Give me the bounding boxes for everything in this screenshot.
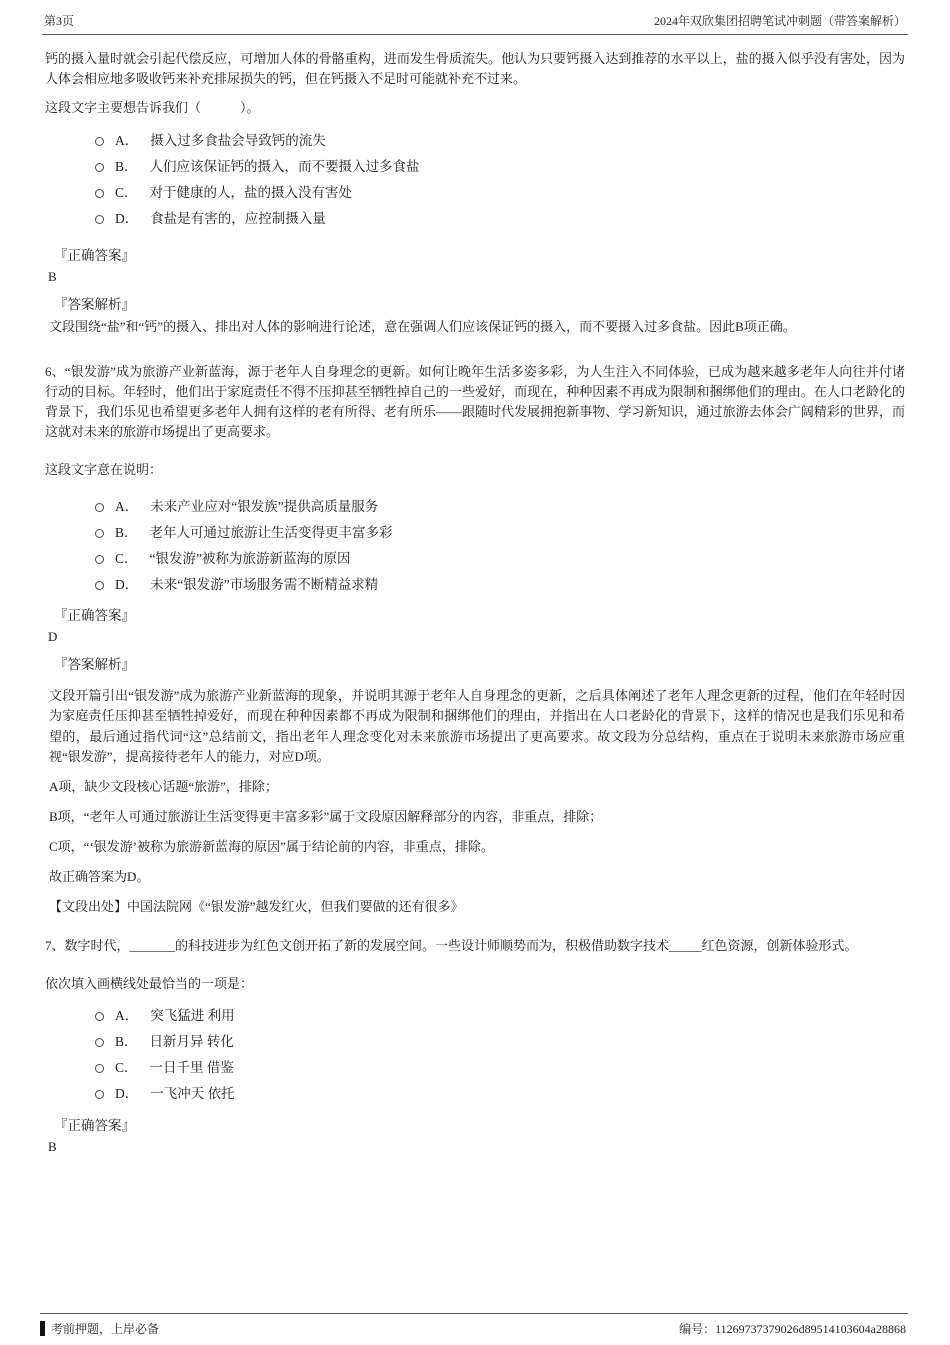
- option-row-c[interactable]: [95, 180, 905, 206]
- radio-button[interactable]: [95, 1064, 104, 1073]
- footer-divider: [40, 1313, 908, 1314]
- option-text: 对于健康的人，盐的摄入没有害处: [149, 184, 353, 200]
- radio-button[interactable]: [95, 215, 104, 224]
- answer-value: B: [48, 1138, 57, 1154]
- option-row-a[interactable]: [95, 1004, 905, 1030]
- option-label: C．: [115, 550, 138, 566]
- option-label: B．: [115, 158, 138, 174]
- document-serial-number: 编号：11269737379026d89514103604a28868: [679, 1322, 906, 1336]
- page-number: 第3页: [44, 14, 75, 28]
- page-header: [0, 0, 950, 29]
- option-row-b[interactable]: [95, 520, 905, 546]
- question5-options: [95, 128, 905, 232]
- option-row-d[interactable]: [95, 572, 905, 598]
- question5-passage: 钙的摄入量时就会引起代偿反应，可增加人体的骨骼重构，进而发生骨质流失。他认为只要钙摄入达到推荐的水平以上，盐的摄入似乎没有害处，因为人体会相应地多吸收钙来补充排尿损失的钙，但在钙摄入不足时可能就补充不过来。: [45, 51, 905, 87]
- question6-section: [45, 362, 905, 918]
- option-text: 老年人可通过旅游让生活变得更丰富多彩: [149, 524, 393, 540]
- option-label: A．: [115, 132, 139, 148]
- question7-options: [95, 1004, 905, 1108]
- correct-answer-label: 『正确答案』: [54, 608, 135, 624]
- radio-button[interactable]: [95, 1090, 104, 1099]
- question6-analysis-option-a: A项，缺少文段核心话题“旅游”，排除；: [49, 778, 278, 794]
- question5-analysis: 文段围绕“盐”和“钙”的摄入、排出对人体的影响进行论述，意在强调人们应该保证钙的摄入，而不要摄入过多食盐。因此B项正确。: [49, 319, 796, 335]
- option-label: B．: [115, 524, 138, 540]
- correct-answer-label: 『正确答案』: [54, 1117, 135, 1133]
- question7-stem: 7、数字时代，_______的科技进步为红色文创开拓了新的发展空间。一些设计师顺势而为，积极借助数字技术_____红色资源，创新体验形式。: [45, 937, 858, 953]
- option-row-a[interactable]: [95, 128, 905, 154]
- option-label: C．: [115, 1060, 138, 1076]
- document-body: [0, 35, 950, 1157]
- option-label: D．: [115, 576, 139, 592]
- footer-slogan: 考前押题，上岸必备: [51, 1322, 160, 1336]
- option-text: 人们应该保证钙的摄入，而不要摄入过多食盐: [149, 158, 420, 174]
- correct-answer-label: 『正确答案』: [54, 248, 135, 264]
- question7-section: [45, 936, 905, 1157]
- radio-button[interactable]: [95, 529, 104, 538]
- option-text: 摄入过多食盐会导致钙的流失: [150, 132, 326, 148]
- option-label: D．: [115, 1086, 139, 1102]
- question6-analysis-option-c: C项，“‘银发游’被称为旅游新蓝海的原因”属于结论前的内容，非重点，排除。: [49, 839, 494, 855]
- page-footer: [0, 1313, 950, 1337]
- option-label: A．: [115, 498, 139, 514]
- answer-value: D: [48, 629, 58, 645]
- radio-button[interactable]: [95, 555, 104, 564]
- question6-options: [95, 494, 905, 598]
- option-row-b[interactable]: [95, 154, 905, 180]
- document-title: 2024年双欣集团招聘笔试冲刺题（带答案解析）: [653, 14, 906, 28]
- option-text: “银发游”被称为旅游新蓝海的原因: [149, 550, 351, 566]
- question6-source: 【文段出处】中国法院网《“银发游”越发红火，但我们要做的还有很多》: [49, 899, 464, 915]
- option-text: 日新月异 转化: [149, 1034, 234, 1050]
- option-text: 未来“银发游”市场服务需不断精益求精: [150, 576, 379, 592]
- question5-prompt: 这段文字主要想告诉我们（ ）。: [45, 100, 260, 116]
- radio-button[interactable]: [95, 1012, 104, 1021]
- radio-button[interactable]: [95, 1038, 104, 1047]
- option-row-b[interactable]: [95, 1030, 905, 1056]
- radio-button[interactable]: [95, 581, 104, 590]
- option-row-a[interactable]: [95, 494, 905, 520]
- option-row-c[interactable]: [95, 1056, 905, 1082]
- radio-button[interactable]: [95, 163, 104, 172]
- analysis-label: 『答案解析』: [54, 297, 135, 313]
- option-text: 未来产业应对“银发族”提供高质量服务: [150, 498, 379, 514]
- option-row-d[interactable]: [95, 206, 905, 232]
- question6-prompt: 这段文字意在说明：: [45, 462, 163, 478]
- option-row-c[interactable]: [95, 546, 905, 572]
- analysis-label: 『答案解析』: [54, 657, 135, 673]
- radio-button[interactable]: [95, 137, 104, 146]
- option-label: D．: [115, 210, 139, 226]
- option-text: 一飞冲天 依托: [150, 1086, 235, 1102]
- option-row-d[interactable]: [95, 1082, 905, 1108]
- radio-button[interactable]: [95, 189, 104, 198]
- question6-stem: 6、“银发游”成为旅游产业新蓝海，源于老年人自身理念的更新。如何让晚年生活多姿多彩，为人生注入不同体验，已成为越来越多老年人向往并付诸行动的目标。年轻时，他们出于家庭责任不得不压抑甚至牺牲掉自己的一些爱好，而现在，种种因素不再成为限制和捆绑他们的理由。在人口老龄化的背景下，我们乐见也希望更多老年人拥有这样的老有所得、老有所乐——跟随时代发展拥抱新事物、学习新知识，通过旅游去体会广阔精彩的世界，而这就对未来的旅游市场提出了更高要求。: [45, 363, 905, 439]
- option-text: 食盐是有害的，应控制摄入量: [150, 210, 326, 226]
- answer-value: B: [48, 269, 57, 285]
- option-label: A．: [115, 1008, 139, 1024]
- option-text: 一日千里 借鉴: [149, 1060, 234, 1076]
- radio-button[interactable]: [95, 503, 104, 512]
- option-text: 突飞猛进 利用: [150, 1008, 235, 1024]
- question7-prompt: 依次填入画横线处最恰当的一项是：: [45, 975, 254, 991]
- question6-analysis-option-b: B项，“老年人可通过旅游让生活变得更丰富多彩”属于文段原因解释部分的内容，非重点，排除；: [49, 808, 603, 824]
- question6-analysis-main: 文段开篇引出“银发游”成为旅游产业新蓝海的现象，并说明其源于老年人自身理念的更新，之后具体阐述了老年人理念更新的过程，他们在年轻时因为家庭责任压抑甚至牺牲掉爱好，而现在种种因素都不再成为限制和捆绑他们的理由，并指出在人口老龄化的背景下，这样的情况也是我们乐见和希望的，最后通过指代词“这”总结前文，指出老年人理念变化对未来旅游市场提出了更高要求。故文段为分总结构，重点在于说明未来旅游市场应重视“银发游”，提高接待老年人的能力，对应D项。: [49, 688, 905, 764]
- footer-marker: [40, 1321, 45, 1336]
- option-label: C．: [115, 184, 138, 200]
- option-label: B．: [115, 1034, 138, 1050]
- question6-conclusion: 故正确答案为D。: [49, 869, 150, 885]
- question5-section: [45, 49, 905, 338]
